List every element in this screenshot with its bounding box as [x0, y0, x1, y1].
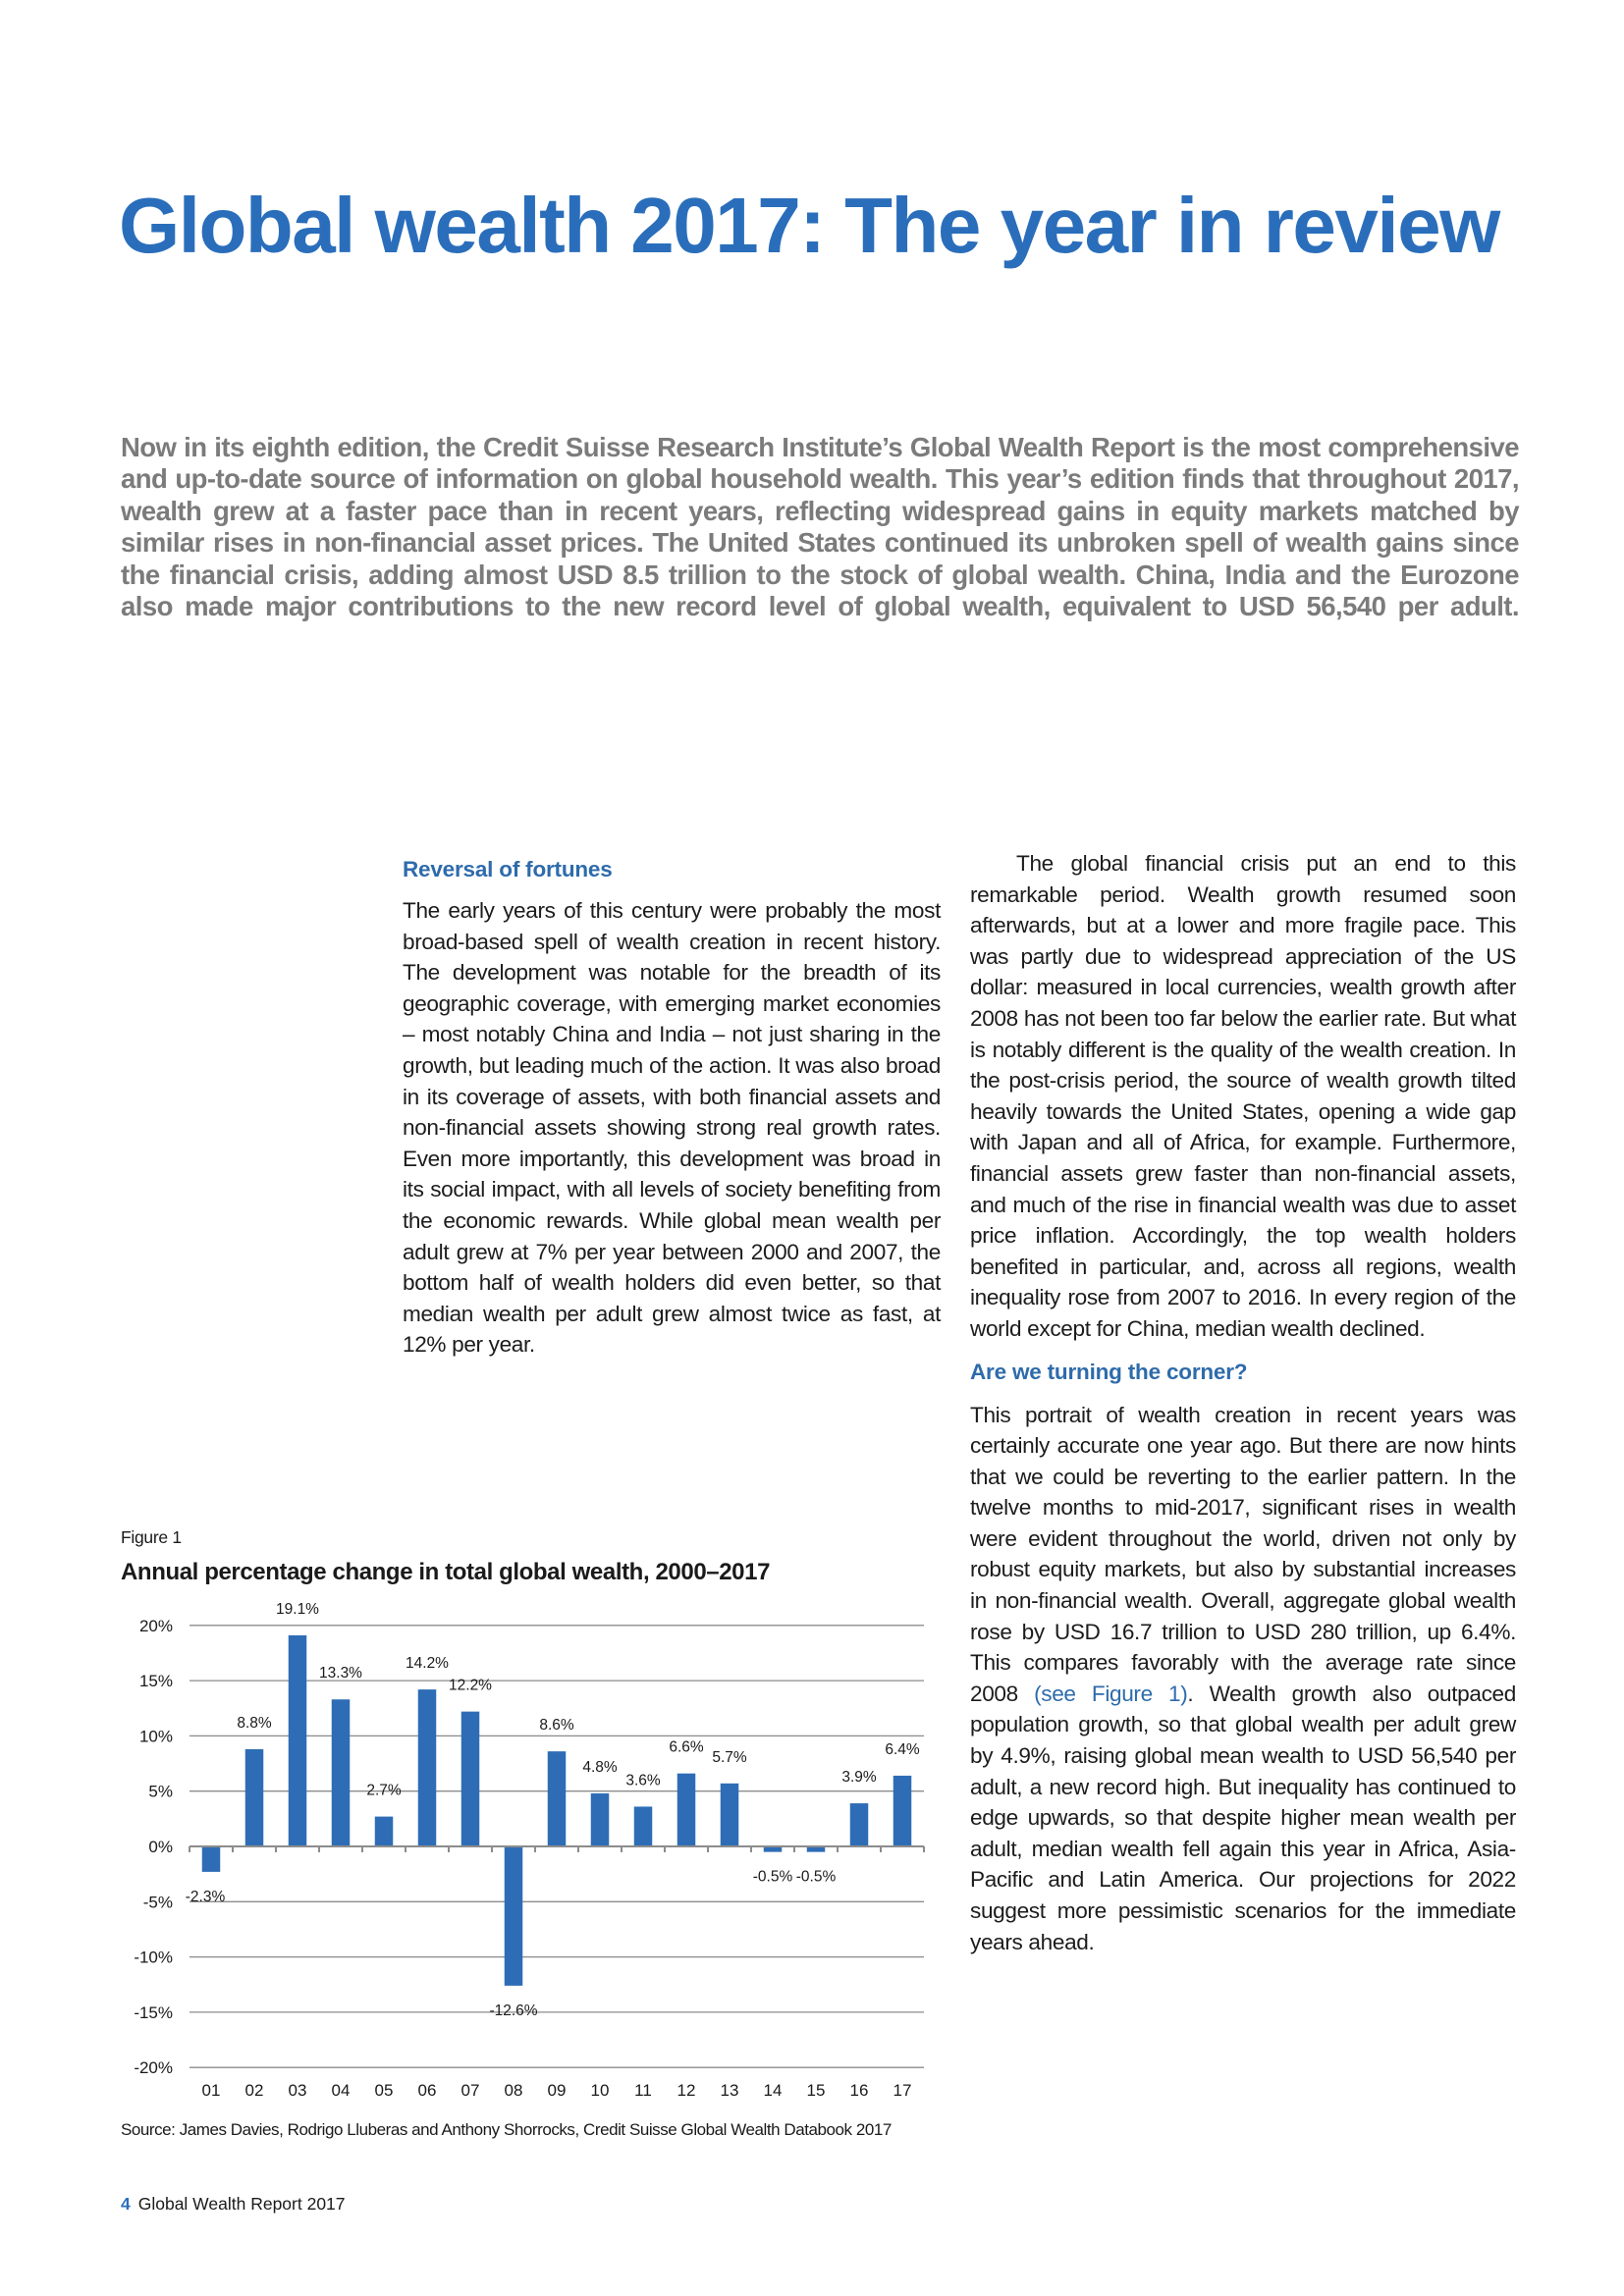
data-label: 8.8% — [237, 1714, 272, 1732]
data-label: 2.7% — [366, 1782, 402, 1799]
x-tick-label: 17 — [893, 2081, 912, 2101]
data-label: 14.2% — [406, 1655, 449, 1673]
data-label: -2.3% — [185, 1888, 226, 1905]
data-label: 6.6% — [669, 1738, 704, 1756]
x-tick-label: 13 — [720, 2081, 739, 2101]
page-footer — [121, 2194, 346, 2215]
data-label: -12.6% — [489, 2002, 538, 2019]
y-tick-label: -20% — [134, 2058, 173, 2078]
data-label: 19.1% — [276, 1600, 319, 1618]
data-label: -0.5% — [795, 1868, 837, 1886]
bar — [375, 1817, 394, 1846]
bar — [202, 1846, 221, 1872]
body-text: This portrait of wealth creation in recent years was certainly accurate one year ago. But there are now hints that we could be reverting to the earlier pattern. In the twelve months to mid-2017, significant rises in wealth were evident throughout the world, driven not only by robust equity markets, but also by substantial increases in non-financial wealth. Overall, aggregate global wealth rose by USD 16.7 trillion to USD 280 trillion, up 6.4%. This compares favorably with the average rate since 2008 — [970, 1402, 1516, 1706]
x-tick-label: 09 — [547, 2081, 567, 2101]
data-label: 5.7% — [712, 1748, 747, 1766]
y-tick-label: 5% — [148, 1782, 173, 1801]
publication-name: Global Wealth Report 2017 — [137, 2194, 346, 2214]
x-tick-label: 12 — [677, 2081, 696, 2101]
y-tick-label: 0% — [148, 1838, 173, 1856]
bar — [289, 1635, 307, 1846]
body-text: . Wealth growth also outpaced population growth, so that global wealth per adult grew by 4.9%, raising global mean wealth to USD 56,540 per adult, a new record high. But inequality has continued to edge upwards, so that despite higher mean wealth per adult, median wealth fell again this year in Africa, Asia-Pacific and Latin America. Our projections for 2022 suggest more pessimistic scenarios for the immediate years ahead. — [970, 1681, 1516, 1954]
page-number: 4 — [121, 2194, 131, 2214]
y-tick-label: 10% — [138, 1727, 173, 1746]
x-tick-label: 03 — [288, 2081, 307, 2101]
y-tick-label: 15% — [138, 1672, 173, 1691]
bar — [245, 1749, 264, 1846]
bar — [634, 1806, 653, 1846]
y-tick-label: 20% — [138, 1616, 173, 1635]
y-tick-label: -10% — [134, 1948, 173, 1967]
page-title: Global wealth 2017: The year in review — [119, 182, 1499, 269]
bar — [721, 1784, 739, 1846]
figure-label: Figure 1 — [121, 1527, 182, 1547]
x-tick-label: 05 — [374, 2081, 394, 2101]
figure-source: Source: James Davies, Rodrigo Lluberas and Anthony Shorrocks, Credit Suisse Global Wealth Databook 2017 — [121, 2120, 892, 2139]
left-column — [403, 854, 941, 1361]
y-tick-label: -15% — [134, 2002, 173, 2022]
x-tick-label: 04 — [331, 2081, 351, 2101]
x-tick-label: 01 — [201, 2081, 221, 2101]
x-tick-label: 08 — [504, 2081, 523, 2101]
bar — [677, 1774, 696, 1846]
x-tick-label: 14 — [763, 2081, 783, 2101]
x-tick-label: 02 — [244, 2081, 264, 2101]
data-label: 6.4% — [885, 1740, 920, 1758]
x-tick-label: 15 — [806, 2081, 826, 2101]
bar — [850, 1803, 869, 1846]
section-heading-turning-the-corner: Are we turning the corner? — [970, 1359, 1248, 1384]
body-paragraph — [970, 1400, 1516, 1958]
x-tick-label: 16 — [849, 2081, 869, 2101]
bar — [591, 1793, 610, 1846]
body-paragraph: The global financial crisis put an end to this remarkable period. Wealth growth resumed soon afterwards, but at a lower and more fragile pace. This was partly due to widespread appreciation of the US dollar: measured in local currencies, wealth growth after 2008 has not been too far below the earlier rate. But what is notably different is the quality of the wealth creation. In the post-crisis period, the source of wealth growth tilted heavily towards the United States, opening a wide gap with Japan and all of Africa, for example. Furthermore, financial assets grew faster than non-financial assets, and much of the rise in financial wealth was due to asset price inflation. Accordingly, the top wealth holders benefited in particular, and, across all regions, wealth inequality rose from 2007 to 2016. In every region of the world except for China, median wealth declined. — [970, 851, 1516, 1341]
bar-chart — [108, 1600, 943, 2110]
bar — [505, 1846, 523, 1986]
data-label: 3.9% — [841, 1769, 877, 1787]
bar — [461, 1712, 480, 1846]
figure-title: Annual percentage change in total global wealth, 2000–2017 — [121, 1559, 771, 1585]
bar-chart-canvas — [108, 1600, 943, 2110]
x-tick-label: 11 — [634, 2081, 652, 2101]
intro-paragraph: Now in its eighth edition, the Credit Suisse Research Institute’s Global Wealth Report is the most comprehensive and up-to-date source of information on global household wealth. This year’s edition finds that throughout 2017, wealth grew at a faster pace than in recent years, reflecting widespread gains in equity markets matched by similar rises in non-financial asset prices. The United States continued its unbroken spell of wealth gains since the financial crisis, adding almost USD 8.5 trillion to the stock of global wealth. China, India and the Eurozone also made major contributions to the new record level of global wealth, equivalent to USD 56,540 per adult. — [121, 432, 1519, 622]
right-column — [970, 848, 1516, 1957]
bar — [332, 1699, 351, 1846]
data-label: 12.2% — [449, 1677, 492, 1694]
data-label: 3.6% — [625, 1772, 661, 1789]
data-label: 4.8% — [582, 1758, 618, 1776]
bar — [418, 1689, 437, 1846]
body-paragraph: The early years of this century were probably the most broad-based spell of wealth creation in recent history. The development was notable for the breadth of its geographic coverage, with emerging market economies – most notably China and India – not just sharing in the growth, but leading much of the action. It was also broad in its coverage of assets, with both financial assets and non-financial assets showing strong real growth rates. Even more importantly, this development was broad in its social impact, with all levels of society benefiting from the economic rewards. While global mean wealth per adult grew at 7% per year between 2000 and 2007, the bottom half of wealth holders did even better, so that median wealth per adult grew almost twice as fast, at 12% per year. — [403, 898, 941, 1358]
data-label: -0.5% — [752, 1868, 793, 1886]
y-tick-label: -5% — [142, 1893, 173, 1912]
x-tick-label: 06 — [417, 2081, 437, 2101]
x-tick-label: 07 — [460, 2081, 480, 2101]
x-tick-label: 10 — [590, 2081, 610, 2101]
section-heading-reversal-of-fortunes: Reversal of fortunes — [403, 857, 613, 881]
data-label: 8.6% — [539, 1717, 574, 1735]
data-label: 13.3% — [319, 1665, 362, 1682]
figure-reference-link[interactable]: (see Figure 1) — [1034, 1681, 1188, 1706]
bar — [548, 1751, 567, 1846]
bar — [893, 1776, 912, 1846]
